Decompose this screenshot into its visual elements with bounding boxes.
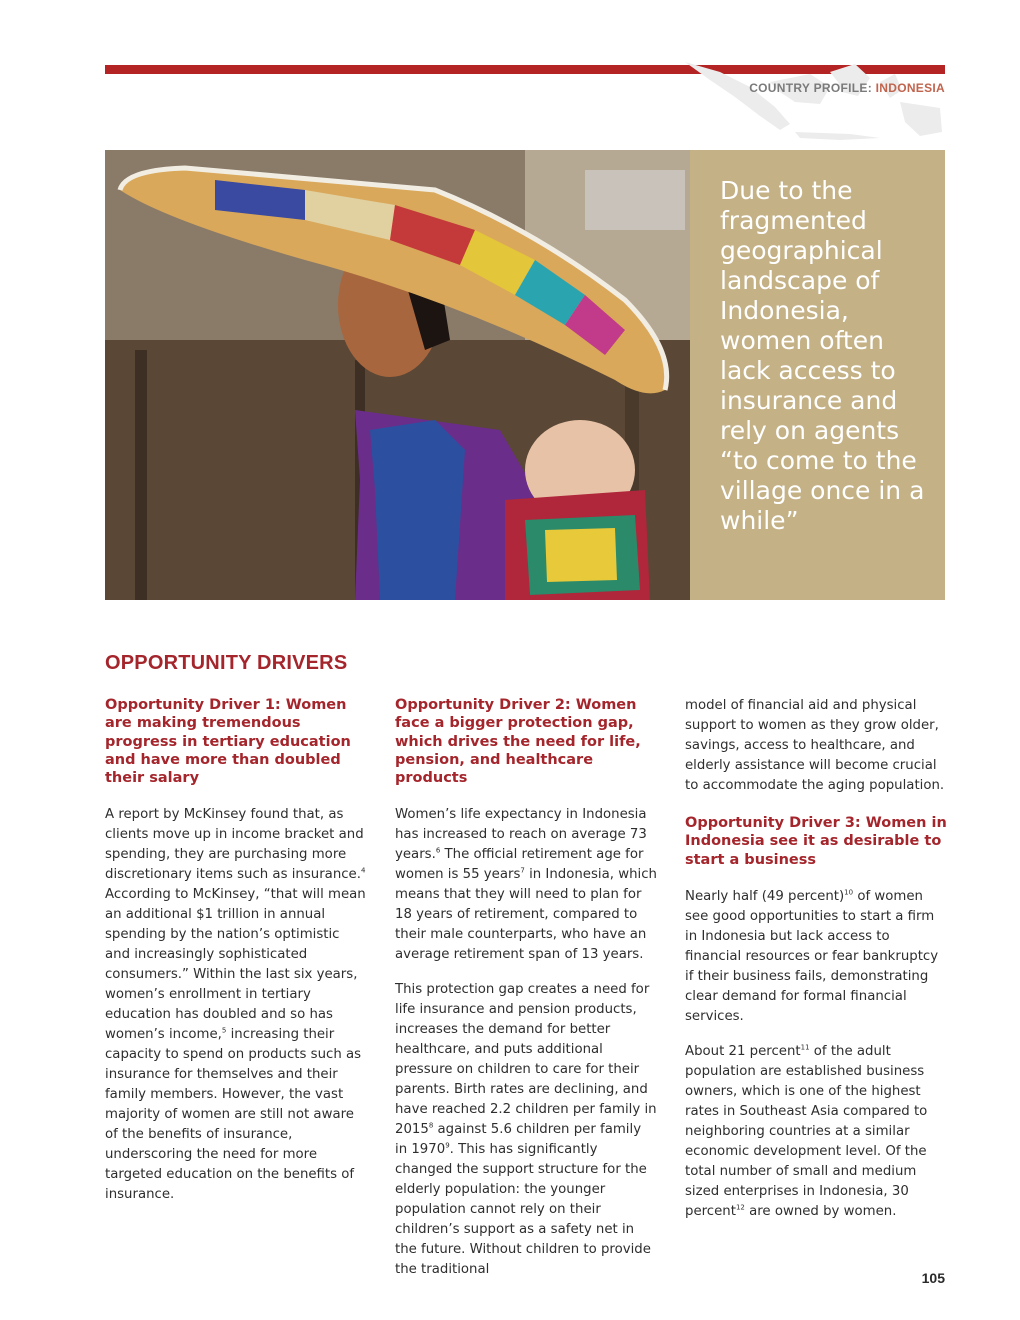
text-run: in Indonesia, which means that they will need to plan for 18 years of retirement, compared to their male counterparts, who have an average retirement span of 13 years. [395,867,657,963]
indonesia-map-graphic [680,52,945,142]
section-title: OPPORTUNITY DRIVERS [105,652,348,674]
footnote-ref: 6 [435,847,441,856]
footnote-ref: 9 [445,1142,450,1151]
text-run: This protection gap creates a need for life insurance and pension products, increases the demand for better healthcare, and puts additional pressure on children to care for their parents. Birth rates are declining, and have reached 2.2 children per family in 2015 [395,982,657,1138]
text-run: About 21 percent [685,1043,801,1059]
pull-quote-text: Due to the fragmented geographical landscape of Indonesia, women often lack access to insurance and rely on agents “to come to the village once in a while” [720,176,925,535]
text-run: Nearly half (49 percent) [685,888,845,904]
country-name: INDONESIA [875,81,945,95]
column-2 [395,696,657,1280]
footnote-ref: 12 [735,1203,745,1212]
pull-quote-box [690,150,945,600]
text-run: are owned by women. [744,1203,897,1219]
paragraph [685,1042,947,1222]
paragraph [105,805,367,1205]
text-run: of the adult population are established business owners, which is one of the highest rates in Southeast Asia compared to neighboring countries at a similar economic development level. Of the total number of small and medium sized enterprises in Indonesia, 30 percent [685,1043,928,1219]
text-run: A report by McKinsey found that, as clients move up in income bracket and spending, they are purchasing more discretionary items such as insurance. [105,807,364,883]
text-run: against 5.6 children per family in 1970 [395,1122,642,1158]
opportunity-driver-1-title: Opportunity Driver 1: Women are making tremendous progress in tertiary education and have more than doubled their salary [105,697,351,787]
paragraph [395,805,657,965]
opportunity-driver-2-title: Opportunity Driver 2: Women face a bigger protection gap, which drives the need for life, pension, and healthcare products [395,697,641,787]
text-run: increasing their capacity to spend on products such as insurance for themselves and their family members. However, the vast majority of women are still not aware of the benefits of insurance, underscoring the need for more targeted education on the benefits of insurance. [105,1027,362,1203]
photo-woman-with-baby [105,150,690,600]
paragraph [685,887,947,1027]
column-1 [105,696,367,1205]
footnote-ref: 4 [360,867,366,876]
footnote-ref: 11 [800,1043,810,1052]
text-run: . This has significantly changed the support structure for the elderly population: the younger population cannot rely on their children’s support as a safety net in the future. Without children to provide the traditional [395,1142,651,1278]
paragraph [395,980,657,1280]
text-run: of women see good opportunities to start a firm in Indonesia but lack access to financial resources or fear bankruptcy if their business fails, demonstrating clear demand for formal financial services. [685,888,939,1024]
country-profile-prefix: COUNTRY PROFILE: [749,81,876,95]
page-number: 105 [921,1270,945,1286]
paragraph: model of financial aid and physical support to women as they grow older, savings, access to healthcare, and elderly assistance will become crucial to accommodate the aging population. [685,698,945,793]
text-run: According to McKinsey, “that will mean an additional $1 trillion in annual spending by the nation’s optimistic and increasingly sophisticated consumers.” Within the last six years, women’s enrollment in tertiary education has doubled and so has women’s income, [105,887,366,1043]
opportunity-driver-3-title: Opportunity Driver 3: Women in Indonesia see it as desirable to start a business [685,815,947,868]
column-3 [685,696,947,1222]
country-profile-label [749,81,945,95]
footnote-ref: 7 [520,867,525,876]
text-run: Women’s life expectancy in Indonesia has increased to reach on average 73 years. [395,807,647,863]
footnote-ref: 5 [221,1027,227,1036]
footnote-ref: 8 [428,1122,434,1131]
footnote-ref: 10 [844,888,854,897]
text-run: The official retirement age for women is 55 years [395,847,644,883]
